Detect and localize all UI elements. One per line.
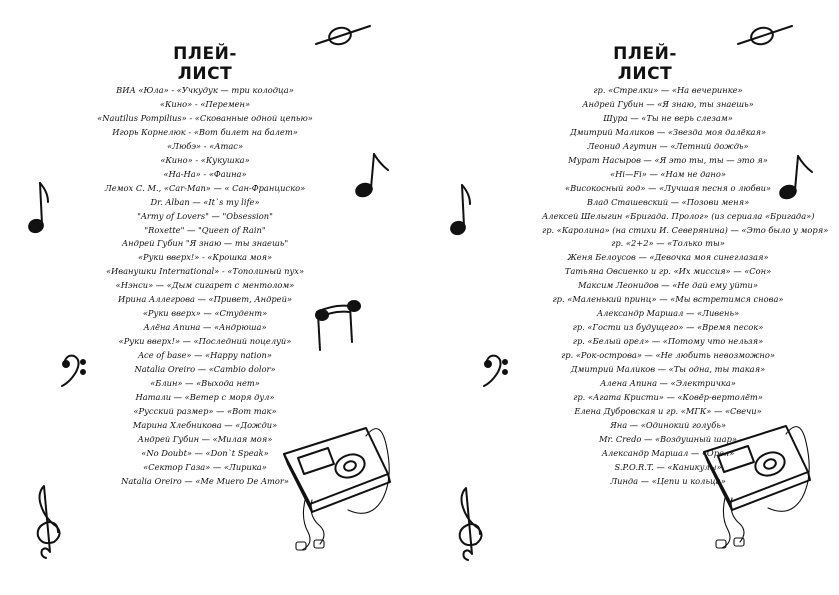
playlist-item: «Блин» — «Выхода нет»	[150, 378, 260, 389]
treble-clef-icon	[450, 484, 490, 566]
playlist-item: Дмитрий Маликов — «Звезда моя далёкая»	[569, 126, 767, 137]
playlist-item: Игорь Корнелюк - «Вот билет на балет»	[112, 126, 298, 137]
playlist-item: Дмитрий Маликов — «Ты одна, ты такая»	[570, 364, 766, 375]
beamed-notes-icon	[312, 296, 364, 358]
playlist-item: гр. «Агата Кристи» — «Ковёр-вертолёт»	[573, 391, 763, 402]
playlist-item: "Army of Lovers" — "Obsession"	[137, 210, 273, 221]
playlist-item: Женя Белоусов — «Девочка моя синеглазая»	[567, 252, 769, 263]
playlist-item: гр. «Маленький принц» — «Мы встретимся снова»	[552, 294, 784, 305]
playlist-item: «Нэнси» — «Дым сигарет с ментолом»	[115, 280, 295, 291]
playlist-item: Dr. Alban — «It`s my life»	[150, 196, 260, 207]
playlist-item: Алексей Шелыгин «Бригада. Пролог» (из сериала «Бригада»)	[542, 210, 815, 221]
playlist-item: «На-На» - «Фаина»	[163, 168, 247, 179]
playlist-item: «Кино» - «Перемен»	[159, 98, 251, 109]
page-title: ПЛЕЙ-ЛИСТ	[173, 44, 237, 84]
playlist-item: Алёна Апина — «Андрюша»	[143, 322, 267, 333]
mp3-player-icon	[690, 406, 838, 556]
right-page	[420, 0, 839, 595]
playlist-item: Марина Хлебникова — «Дожди»	[132, 419, 278, 430]
playlist-item: «Русский размер» — «Вот так»	[133, 405, 277, 416]
page-title: ПЛЕЙ-ЛИСТ	[613, 44, 677, 84]
playlist-item: Андрей Губин "Я знаю — ты знаешь"	[121, 238, 289, 249]
playlist-item: гр. «Рок-острова» — «Не любить невозможно»	[561, 350, 775, 361]
playlist-item: «Руки вверх!» - «Крошка моя»	[137, 252, 273, 263]
playlist-item: «Иванушки International» - «Тополиный пух»	[105, 266, 305, 277]
playlist-item: Ирина Аллегрова — «Привет, Андрей»	[117, 294, 293, 305]
playlist-item: Натали — «Ветер с моря дул»	[135, 391, 275, 402]
playlist-item: «Кино» - «Кукушка»	[160, 154, 250, 165]
eighth-note-icon	[26, 178, 56, 238]
eighth-note-icon	[352, 150, 392, 200]
playlist-item: Андрей Губин — «Я знаю, ты знаешь»	[582, 98, 754, 109]
playlist-item: ВИА «Юла» - «Учкудук — три колодца»	[116, 85, 294, 95]
theta-note-icon	[736, 16, 794, 54]
playlist-item: "Roxette" — "Queen of Rain"	[144, 224, 266, 235]
playlist-item: гр. «Каролина» (на стихи И. Северянина) — «Это было у моря»	[542, 224, 829, 235]
playlist-item: гр. «Гости из будущего» — «Время песок»	[572, 322, 764, 333]
bass-clef-icon	[58, 352, 88, 388]
mp3-player-icon	[270, 408, 418, 558]
playlist-item: «Hi—Fi» — «Нам не дано»	[610, 168, 726, 179]
treble-clef-icon	[28, 482, 68, 564]
playlist-item: Леонид Агутин — «Летний дождь»	[587, 140, 749, 151]
theta-note-icon	[314, 16, 372, 54]
playlist-item: «No Doubt» — «Don`t Speak»	[141, 447, 269, 458]
eighth-note-icon	[776, 152, 816, 202]
playlist-item: Влад Сташевский — «Позови меня»	[586, 196, 750, 207]
playlist-item: Мурат Насыров — «Я это ты, ты — это я»	[568, 154, 768, 165]
playlist-item: Максим Леонидов — «Не дай ему уйти»	[578, 280, 758, 291]
playlist-item: Алена Апина — «Электричка»	[600, 378, 736, 389]
playlist-item: «Високосный год» — «Лучшая песня о любви»	[565, 182, 771, 193]
playlist-item: Шура — «Ты не верь слезам»	[603, 112, 733, 123]
playlist-item: Ace of base» — «Happy nation»	[138, 350, 272, 361]
playlist-item: Яна — «Одинокий голубь»	[610, 419, 726, 430]
playlist-item: «Руки вверх» — «Студент»	[142, 308, 268, 319]
playlist-item: Елена Дубровская и гр. «МГК» — «Свечи»	[574, 405, 762, 416]
playlist-item: Александр Маршал — «Ливень»	[596, 308, 740, 319]
playlist-item: «Сектор Газа» — «Лирика»	[143, 461, 267, 472]
playlist-item: Татьяна Овсиенко и гр. «Их миссия» — «Сон»	[564, 266, 772, 277]
playlist-item: Лемох С. М., «Car-Man» — « Сан-Франциско»	[104, 182, 306, 193]
playlist-item: Андрей Губин — «Милая моя»	[137, 433, 273, 444]
playlist-item: Natalia Oreiro — «Cambio dolor»	[134, 364, 276, 375]
playlist-item: гр. «Стрелки» — «На вечеринке»	[593, 85, 743, 95]
playlist-item: «Руки вверх!» — «Последний поцелуй»	[118, 336, 292, 347]
playlist-item: «Любэ» - «Атас»	[166, 140, 244, 151]
playlist-item: «Nautilus Pompilius» - «Скованные одной цепью»	[97, 112, 313, 123]
playlist-item: S.P.O.R.T. — «Каникулы»	[614, 461, 722, 472]
playlist-item: Линда — «Цепи и кольца»	[610, 475, 726, 486]
playlist-item: Natalia Oreiro — «Me Muero De Amor»	[121, 475, 289, 486]
bass-clef-icon	[480, 352, 510, 388]
playlist-item: гр. «Белый орел» — «Потому что нельзя»	[572, 336, 764, 347]
playlist-item: Александр Маршал — «Орел»	[601, 447, 735, 458]
eighth-note-icon	[448, 180, 478, 240]
left-page	[0, 0, 419, 595]
playlist-item: гр. «2+2» — «Только ты»	[611, 238, 725, 249]
playlist-item: Mr. Credo — «Воздушный шар»	[599, 433, 737, 444]
